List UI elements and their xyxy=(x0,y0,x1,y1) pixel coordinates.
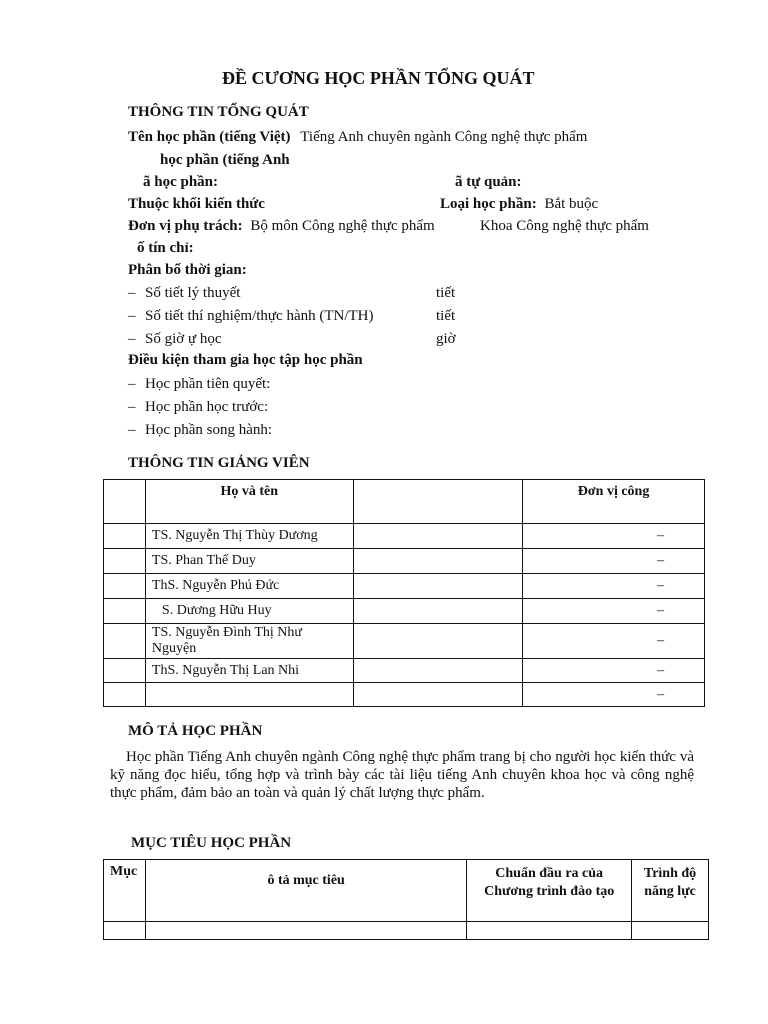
table-cell xyxy=(104,524,146,549)
table-cell xyxy=(104,549,146,574)
table-cell xyxy=(353,599,523,624)
description-text: Học phần Tiếng Anh chuyên ngành Công nghệ thực phẩm trang bị cho người học kiến thức và kỹ năng đọc hiểu, tổng hợp và trình bày các tài liệu tiếng Anh chuyên khoa học và công nghệ thực phẩm, đảm bảo an toàn và quản lý chất lượng thực phẩm. xyxy=(110,749,694,801)
table-row xyxy=(104,683,705,707)
credits-label: ố tín chỉ: xyxy=(137,240,194,256)
table-row xyxy=(104,524,705,549)
table-cell xyxy=(353,524,523,549)
table-cell xyxy=(632,922,709,940)
unit-label: Đơn vị phụ trách: xyxy=(128,218,243,234)
col-level-header: Trình độ năng lực xyxy=(632,860,709,922)
table-cell xyxy=(467,922,632,940)
table-cell xyxy=(104,659,146,683)
course-type-row xyxy=(440,196,598,213)
course-code-label: ã học phần: xyxy=(143,174,219,190)
time-item-self-study: Số giờ ự học xyxy=(145,331,222,347)
time-item-self-study-unit: giờ xyxy=(436,331,456,347)
table-cell xyxy=(145,922,466,940)
instructor-mark: – xyxy=(523,659,705,683)
instructor-mark: – xyxy=(523,599,705,624)
objectives-table xyxy=(103,859,709,940)
table-row xyxy=(104,599,705,624)
table-cell xyxy=(353,549,523,574)
condition-prior: Học phần học trước: xyxy=(145,399,269,415)
table-row xyxy=(104,624,705,659)
time-item-theory-unit: tiết xyxy=(436,285,456,301)
instructor-name: TS. Nguyễn Đình Thị Như Nguyện xyxy=(145,624,353,659)
dash-bullet: – xyxy=(128,399,136,415)
course-name-vi-label: Tên học phần (tiếng Việt) xyxy=(128,129,291,145)
self-managed-code-label: ã tự quản: xyxy=(455,174,522,190)
instructor-mark: – xyxy=(523,624,705,659)
doc-title: ĐỀ CƯƠNG HỌC PHẦN TỔNG QUÁT xyxy=(222,68,535,88)
table-cell xyxy=(104,574,146,599)
faculty-value: Khoa Công nghệ thực phẩm xyxy=(480,218,649,234)
time-label: Phân bố thời gian: xyxy=(128,262,247,278)
instructors-header-row xyxy=(104,480,705,524)
time-item-practice: Số tiết thí nghiệm/thực hành (TN/TH) xyxy=(145,308,374,324)
dash-bullet: – xyxy=(128,285,136,301)
instructor-name: TS. Nguyễn Thị Thùy Dương xyxy=(145,524,353,549)
condition-parallel: Học phần song hành: xyxy=(145,422,273,438)
instructor-name xyxy=(145,683,353,707)
table-cell xyxy=(353,624,523,659)
course-type-label: Loại học phần: xyxy=(440,196,537,212)
dash-bullet: – xyxy=(128,331,136,347)
objectives-header-row xyxy=(104,860,709,922)
unit-value: Bộ môn Công nghệ thực phẩm xyxy=(250,218,435,234)
course-name-vi-row xyxy=(128,129,587,146)
time-item-theory: Số tiết lý thuyết xyxy=(145,285,241,301)
instructor-name: ThS. Nguyễn Thị Lan Nhi xyxy=(145,659,353,683)
col-target-header: Mục xyxy=(104,860,146,922)
instructor-mark: – xyxy=(523,683,705,707)
col-unit-header: Đơn vị công xyxy=(523,480,705,524)
course-name-vi-value: Tiếng Anh chuyên ngành Công nghệ thực phẩm xyxy=(300,129,588,145)
condition-prerequisite: Học phần tiên quyết: xyxy=(145,376,271,392)
instructor-name: TS. Phan Thế Duy xyxy=(145,549,353,574)
table-cell xyxy=(104,624,146,659)
instructors-heading: THÔNG TIN GIẢNG VIÊN xyxy=(128,455,310,471)
dash-bullet: – xyxy=(128,422,136,438)
table-row xyxy=(104,549,705,574)
instructor-name: S. Dương Hữu Huy xyxy=(145,599,353,624)
course-name-en-label: học phần (tiếng Anh xyxy=(160,152,290,168)
course-type-value: Bắt buộc xyxy=(544,196,599,212)
instructors-table xyxy=(103,479,705,707)
knowledge-block-label: Thuộc khối kiến thức xyxy=(128,196,265,212)
table-row xyxy=(104,922,709,940)
col-desc-header: ô tả mục tiêu xyxy=(145,860,466,922)
table-cell xyxy=(104,922,146,940)
table-row xyxy=(104,659,705,683)
general-info-heading: THÔNG TIN TỔNG QUÁT xyxy=(128,104,309,120)
table-cell xyxy=(353,683,523,707)
time-item-practice-unit: tiết xyxy=(436,308,456,324)
objectives-heading: MỤC TIÊU HỌC PHẦN xyxy=(131,835,292,851)
table-cell xyxy=(104,480,146,524)
col-name-header: Họ và tên xyxy=(145,480,353,524)
col-outcome-header: Chuẩn đầu ra của Chương trình đào tạo xyxy=(467,860,632,922)
table-cell xyxy=(353,574,523,599)
table-cell xyxy=(353,480,523,524)
instructor-mark: – xyxy=(523,574,705,599)
table-cell xyxy=(353,659,523,683)
table-row xyxy=(104,574,705,599)
instructor-mark: – xyxy=(523,549,705,574)
dash-bullet: – xyxy=(128,308,136,324)
unit-row xyxy=(128,218,435,235)
description-heading: MÔ TẢ HỌC PHẦN xyxy=(128,723,263,739)
instructor-name: ThS. Nguyễn Phú Đức xyxy=(145,574,353,599)
instructor-mark: – xyxy=(523,524,705,549)
conditions-label: Điều kiện tham gia học tập học phần xyxy=(128,352,363,368)
table-cell xyxy=(104,599,146,624)
table-cell xyxy=(104,683,146,707)
dash-bullet: – xyxy=(128,376,136,392)
